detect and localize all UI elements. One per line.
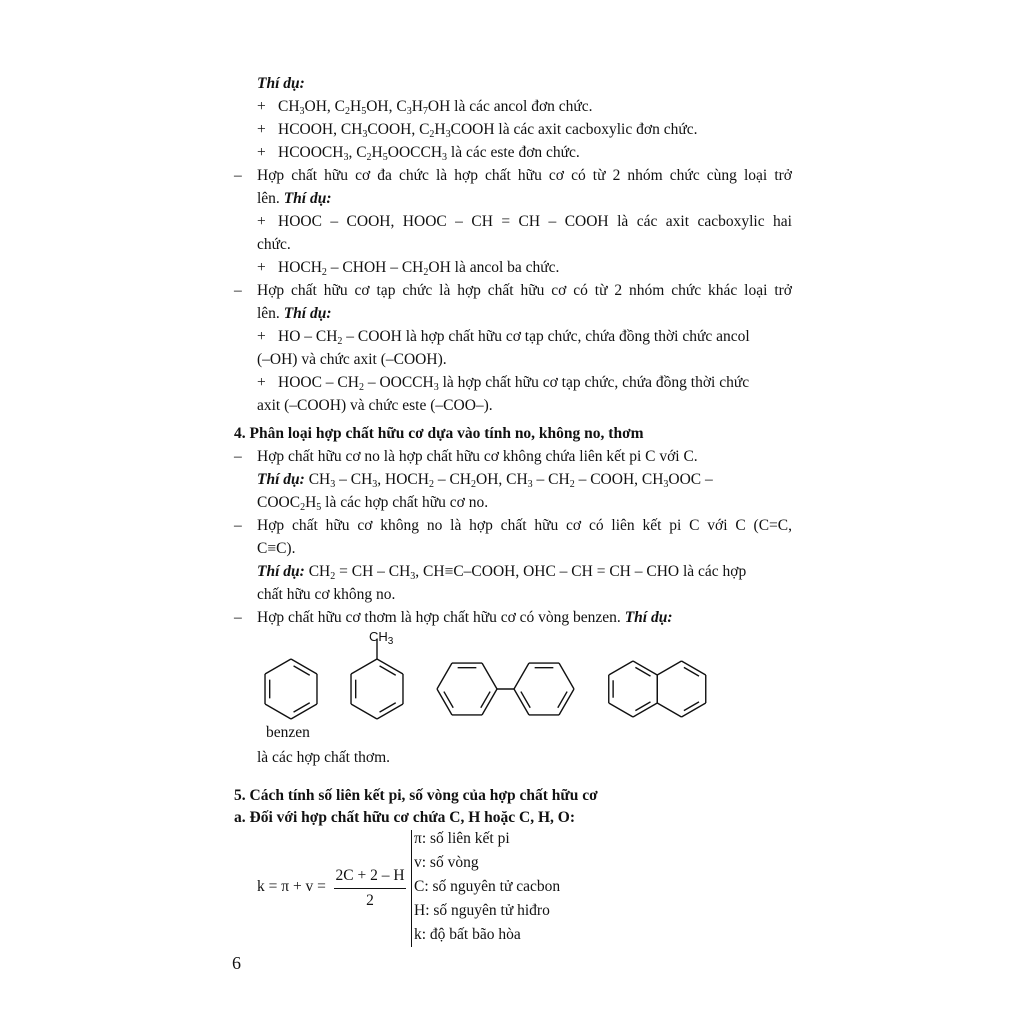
fraction-bar — [334, 888, 406, 889]
plus-bullet: + — [257, 213, 266, 230]
plus-bullet: + — [257, 328, 266, 345]
mono-ester-example: $HCOOCH_3$, $C_2H_5OOCCH_3$ là các este đơn chức. — [278, 144, 580, 163]
hetero-example-2: HOOC – $CH_2$ – $OOCCH_3$ là hợp chất hữu cơ tạp chức, chứa đồng thời chức — [278, 374, 750, 393]
hetero-example-1: HO – $CH_2$ – COOH là hợp chất hữu cơ tạp chức, chứa đồng thời chức ancol — [278, 328, 750, 347]
single-bond — [609, 661, 633, 675]
saturated-example: Thí dụ: $CH_3 - CH_3$, $HOCH_2 - CH_2OH$, $CH_3 - CH_2$ – COOH, $CH_3OOC$ – — [257, 471, 713, 490]
poly-definition-cont: lên. Thí dụ: — [257, 190, 332, 207]
fraction-denominator: 2 — [366, 892, 374, 909]
double-bond-inner — [684, 702, 699, 711]
saturated-example-cont: $COOC_2H_5$ là các hợp chất hữu cơ no. — [257, 494, 489, 513]
poly-definition: Hợp chất hữu cơ đa chức là hợp chất hữu cơ có từ 2 nhóm chức cùng loại trở — [257, 167, 792, 184]
poly-alcohol-example: $HOCH_2$ – CHOH – $CH_2OH$ là ancol ba chức. — [278, 259, 560, 278]
example-label: Thí dụ: — [624, 609, 673, 626]
dash-bullet: – — [234, 517, 242, 534]
unsaturated-example-cont: chất hữu cơ không no. — [257, 586, 396, 603]
double-bond-inner — [294, 703, 310, 712]
page-number: 6 — [232, 953, 241, 973]
section-4-heading: 4. Phân loại hợp chất hữu cơ dựa vào tính no, không no, thơm — [234, 425, 644, 442]
mono-acid-example: HCOOH, $CH_3COOH$, $C_2H_3COOH$ là các axit cacboxylic đơn chức. — [278, 121, 698, 140]
single-bond — [514, 663, 529, 689]
benzene-ring — [265, 659, 317, 719]
toluene-ring — [351, 639, 403, 719]
single-bond — [351, 704, 377, 719]
single-bond — [657, 703, 681, 717]
dash-bullet: – — [234, 282, 242, 299]
single-bond — [265, 659, 291, 674]
double-bond-inner — [294, 666, 310, 675]
double-bond-inner — [380, 703, 396, 712]
aromatic-definition: Hợp chất hữu cơ thơm là hợp chất hữu cơ có vòng benzen. Thí dụ: — [257, 609, 673, 626]
naphthalene-rings — [609, 661, 706, 717]
dash-bullet: – — [234, 448, 242, 465]
double-bond-inner — [444, 692, 453, 708]
dash-bullet: – — [234, 167, 242, 184]
hetero-example-2-cont: axit (–COOH) và chức este (–COO–). — [257, 397, 493, 414]
example-label: Thí dụ: — [257, 75, 305, 92]
formula-fraction — [330, 866, 410, 911]
hetero-example-1-cont: (–OH) và chức axit (–COOH). — [257, 351, 447, 368]
saturated-definition: Hợp chất hữu cơ no là hợp chất hữu cơ không chứa liên kết pi C với C. — [257, 448, 698, 465]
mono-alcohol-example: $CH_3OH$, $C_2H_5OH$, $C_3H_7OH$ là các ancol đơn chức. — [278, 98, 593, 117]
single-bond — [265, 704, 291, 719]
section-5a-heading: a. Đối với hợp chất hữu cơ chứa C, H hoặc C, H, O: — [234, 809, 576, 826]
biphenyl-rings — [437, 663, 574, 715]
double-bond-inner — [558, 692, 567, 708]
legend-item: C: số nguyên tử cacbon — [414, 878, 561, 895]
section-5-heading: 5. Cách tính số liên kết pi, số vòng của hợp chất hữu cơ — [234, 787, 598, 804]
legend-item: π: số liên kết pi — [414, 830, 510, 847]
legend-bracket — [411, 830, 412, 947]
hetero-definition-cont: lên. Thí dụ: — [257, 305, 332, 322]
dash-bullet: – — [234, 609, 242, 626]
aromatic-conclusion: là các hợp chất thơm. — [257, 749, 391, 766]
double-bond-inner — [481, 692, 490, 708]
double-bond-inner — [635, 702, 650, 711]
plus-bullet: + — [257, 144, 266, 161]
unsaturated-example: Thí dụ: $CH_2$ = CH – $CH_3$, CH≡C–COOH, OHC – CH = CH – CHO là các hợp — [257, 563, 747, 582]
legend-item: k: độ bất bão hòa — [414, 926, 521, 943]
single-bond — [609, 703, 633, 717]
single-bond — [437, 663, 452, 689]
plus-bullet: + — [257, 121, 266, 138]
example-label: Thí dụ: — [283, 305, 332, 322]
example-label: Thí dụ: — [283, 190, 332, 207]
hetero-definition: Hợp chất hữu cơ tạp chức là hợp chất hữu cơ có từ 2 nhóm chức khác loại trở — [257, 282, 792, 299]
double-bond-inner — [684, 667, 699, 676]
methyl-substituent-label: $CH_3$ — [369, 629, 394, 647]
legend-item: v: số vòng — [414, 854, 479, 871]
single-bond — [482, 663, 497, 689]
poly-acid-example-cont: chức. — [257, 236, 291, 253]
single-bond — [559, 663, 574, 689]
poly-acid-example: HOOC – COOH, HOOC – CH = CH – COOH là các axit cacboxylic hai — [278, 213, 792, 230]
plus-bullet: + — [257, 374, 266, 391]
fraction-numerator: 2C + 2 – H — [335, 867, 405, 884]
unsaturated-definition-cont: C≡C). — [257, 540, 296, 557]
legend-item: H: số nguyên tử hiđro — [414, 902, 550, 919]
formula-lhs: k = π + v = — [257, 878, 326, 895]
single-bond — [657, 661, 681, 675]
plus-bullet: + — [257, 98, 266, 115]
unsaturated-definition: Hợp chất hữu cơ không no là hợp chất hữu cơ có liên kết pi C với C (C=C, — [257, 517, 792, 534]
plus-bullet: + — [257, 259, 266, 276]
example-label: Thí dụ: — [257, 563, 305, 580]
single-bond — [351, 659, 377, 674]
double-bond-inner — [521, 692, 530, 708]
double-bond-inner — [635, 667, 650, 676]
benzene-label: benzen — [266, 724, 310, 741]
double-bond-inner — [380, 666, 396, 675]
example-label: Thí dụ: — [257, 471, 305, 488]
